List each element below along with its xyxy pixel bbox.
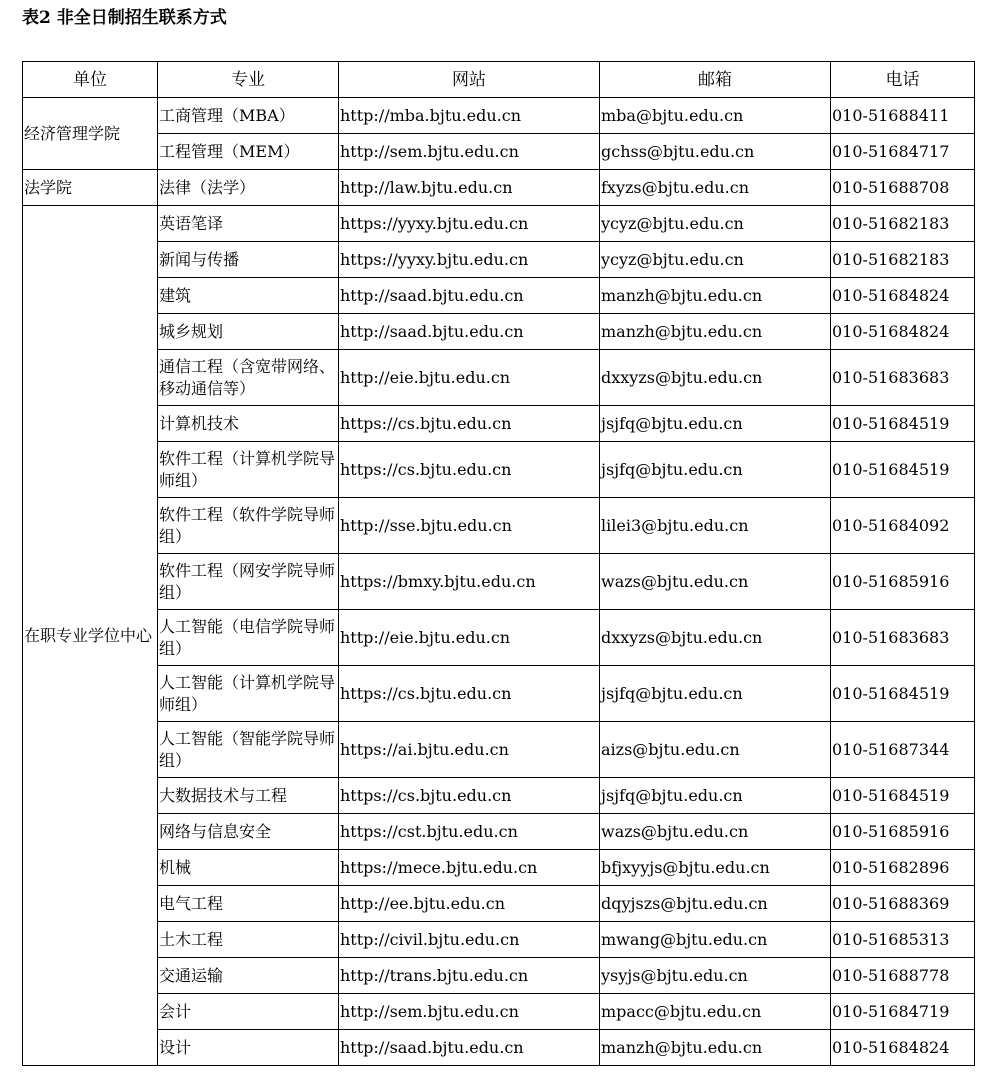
header-website: 网站 (339, 62, 600, 98)
unit-cell-economics: 经济管理学院 (23, 98, 158, 170)
major-cell: 新闻与传播 (158, 242, 339, 278)
phone-cell: 010-51684519 (831, 442, 975, 498)
phone-cell: 010-51685916 (831, 554, 975, 610)
website-link[interactable]: http://saad.bjtu.edu.cn (339, 314, 600, 350)
phone-cell: 010-51688369 (831, 886, 975, 922)
major-cell: 英语笔译 (158, 206, 339, 242)
table-title: 表2 非全日制招生联系方式 (22, 8, 227, 28)
website-link[interactable]: http://eie.bjtu.edu.cn (339, 350, 600, 406)
email-link[interactable]: bfjxyyjs@bjtu.edu.cn (600, 850, 831, 886)
table-row (23, 278, 975, 314)
email-link[interactable]: wazs@bjtu.edu.cn (600, 554, 831, 610)
email-link[interactable]: fxyzs@bjtu.edu.cn (600, 170, 831, 206)
phone-cell: 010-51684519 (831, 406, 975, 442)
table-row (23, 958, 975, 994)
major-cell: 法律（法学） (158, 170, 339, 206)
phone-cell: 010-51684717 (831, 134, 975, 170)
phone-cell: 010-51687344 (831, 722, 975, 778)
website-link[interactable]: https://cs.bjtu.edu.cn (339, 442, 600, 498)
email-link[interactable]: jsjfq@bjtu.edu.cn (600, 406, 831, 442)
email-link[interactable]: mpacc@bjtu.edu.cn (600, 994, 831, 1030)
major-cell: 大数据技术与工程 (158, 778, 339, 814)
phone-cell: 010-51684719 (831, 994, 975, 1030)
contact-table (22, 61, 975, 1066)
major-cell: 建筑 (158, 278, 339, 314)
email-link[interactable]: mwang@bjtu.edu.cn (600, 922, 831, 958)
website-link[interactable]: https://cst.bjtu.edu.cn (339, 814, 600, 850)
table-row (23, 498, 975, 554)
major-cell: 设计 (158, 1030, 339, 1066)
major-cell: 软件工程（网安学院导师组） (158, 554, 339, 610)
major-cell: 城乡规划 (158, 314, 339, 350)
table-row (23, 814, 975, 850)
table-row (23, 778, 975, 814)
website-link[interactable]: http://trans.bjtu.edu.cn (339, 958, 600, 994)
email-link[interactable]: mba@bjtu.edu.cn (600, 98, 831, 134)
unit-cell-center: 在职专业学位中心 (23, 206, 158, 1066)
major-cell: 工商管理（MBA） (158, 98, 339, 134)
email-link[interactable]: jsjfq@bjtu.edu.cn (600, 666, 831, 722)
table-row (23, 850, 975, 886)
table-row (23, 722, 975, 778)
email-link[interactable]: wazs@bjtu.edu.cn (600, 814, 831, 850)
table-row (23, 406, 975, 442)
table-row (23, 442, 975, 498)
major-cell: 人工智能（计算机学院导师组） (158, 666, 339, 722)
website-link[interactable]: http://ee.bjtu.edu.cn (339, 886, 600, 922)
website-link[interactable]: http://law.bjtu.edu.cn (339, 170, 600, 206)
table-row (23, 314, 975, 350)
email-link[interactable]: dxxyzs@bjtu.edu.cn (600, 350, 831, 406)
phone-cell: 010-51682183 (831, 206, 975, 242)
website-link[interactable]: http://mba.bjtu.edu.cn (339, 98, 600, 134)
major-cell: 人工智能（智能学院导师组） (158, 722, 339, 778)
major-cell: 会计 (158, 994, 339, 1030)
website-link[interactable]: http://sse.bjtu.edu.cn (339, 498, 600, 554)
phone-cell: 010-51684824 (831, 1030, 975, 1066)
table-row (23, 922, 975, 958)
website-link[interactable]: https://ai.bjtu.edu.cn (339, 722, 600, 778)
phone-cell: 010-51688778 (831, 958, 975, 994)
email-link[interactable]: dxxyzs@bjtu.edu.cn (600, 610, 831, 666)
website-link[interactable]: https://mece.bjtu.edu.cn (339, 850, 600, 886)
email-link[interactable]: ysyjs@bjtu.edu.cn (600, 958, 831, 994)
table-row (23, 98, 975, 134)
major-cell: 软件工程（计算机学院导师组） (158, 442, 339, 498)
major-cell: 工程管理（MEM） (158, 134, 339, 170)
website-link[interactable]: https://cs.bjtu.edu.cn (339, 666, 600, 722)
phone-cell: 010-51684519 (831, 666, 975, 722)
email-link[interactable]: ycyz@bjtu.edu.cn (600, 206, 831, 242)
website-link[interactable]: https://yyxy.bjtu.edu.cn (339, 206, 600, 242)
email-link[interactable]: gchss@bjtu.edu.cn (600, 134, 831, 170)
website-link[interactable]: http://saad.bjtu.edu.cn (339, 278, 600, 314)
header-phone: 电话 (831, 62, 975, 98)
phone-cell: 010-51682896 (831, 850, 975, 886)
major-cell: 机械 (158, 850, 339, 886)
website-link[interactable]: https://cs.bjtu.edu.cn (339, 778, 600, 814)
table-row (23, 350, 975, 406)
table-row (23, 170, 975, 206)
phone-cell: 010-51684824 (831, 314, 975, 350)
table-row (23, 666, 975, 722)
header-email: 邮箱 (600, 62, 831, 98)
email-link[interactable]: jsjfq@bjtu.edu.cn (600, 442, 831, 498)
major-cell: 网络与信息安全 (158, 814, 339, 850)
major-cell: 计算机技术 (158, 406, 339, 442)
header-unit: 单位 (23, 62, 158, 98)
table-row (23, 242, 975, 278)
header-row (23, 62, 975, 98)
email-link[interactable]: manzh@bjtu.edu.cn (600, 1030, 831, 1066)
phone-cell: 010-51684092 (831, 498, 975, 554)
email-link[interactable]: manzh@bjtu.edu.cn (600, 314, 831, 350)
major-cell: 土木工程 (158, 922, 339, 958)
table-row (23, 886, 975, 922)
email-link[interactable]: jsjfq@bjtu.edu.cn (600, 778, 831, 814)
major-cell: 电气工程 (158, 886, 339, 922)
phone-cell: 010-51688411 (831, 98, 975, 134)
major-cell: 软件工程（软件学院导师组） (158, 498, 339, 554)
major-cell: 人工智能（电信学院导师组） (158, 610, 339, 666)
major-cell: 通信工程（含宽带网络、移动通信等） (158, 350, 339, 406)
table-row (23, 554, 975, 610)
email-link[interactable]: lilei3@bjtu.edu.cn (600, 498, 831, 554)
website-link[interactable]: http://sem.bjtu.edu.cn (339, 134, 600, 170)
website-link[interactable]: http://saad.bjtu.edu.cn (339, 1030, 600, 1066)
phone-cell: 010-51683683 (831, 610, 975, 666)
phone-cell: 010-51684519 (831, 778, 975, 814)
phone-cell: 010-51684824 (831, 278, 975, 314)
table-row (23, 206, 975, 242)
unit-cell-law: 法学院 (23, 170, 158, 206)
email-link[interactable]: aizs@bjtu.edu.cn (600, 722, 831, 778)
website-link[interactable]: http://sem.bjtu.edu.cn (339, 994, 600, 1030)
email-link[interactable]: ycyz@bjtu.edu.cn (600, 242, 831, 278)
email-link[interactable]: dqyjszs@bjtu.edu.cn (600, 886, 831, 922)
phone-cell: 010-51682183 (831, 242, 975, 278)
table-row (23, 994, 975, 1030)
header-major: 专业 (158, 62, 339, 98)
major-cell: 交通运输 (158, 958, 339, 994)
table-row (23, 1030, 975, 1066)
phone-cell: 010-51685916 (831, 814, 975, 850)
website-link[interactable]: https://yyxy.bjtu.edu.cn (339, 242, 600, 278)
phone-cell: 010-51688708 (831, 170, 975, 206)
email-link[interactable]: manzh@bjtu.edu.cn (600, 278, 831, 314)
phone-cell: 010-51685313 (831, 922, 975, 958)
website-link[interactable]: https://cs.bjtu.edu.cn (339, 406, 600, 442)
table-row (23, 134, 975, 170)
website-link[interactable]: https://bmxy.bjtu.edu.cn (339, 554, 600, 610)
phone-cell: 010-51683683 (831, 350, 975, 406)
website-link[interactable]: http://eie.bjtu.edu.cn (339, 610, 600, 666)
website-link[interactable]: http://civil.bjtu.edu.cn (339, 922, 600, 958)
table-row (23, 610, 975, 666)
